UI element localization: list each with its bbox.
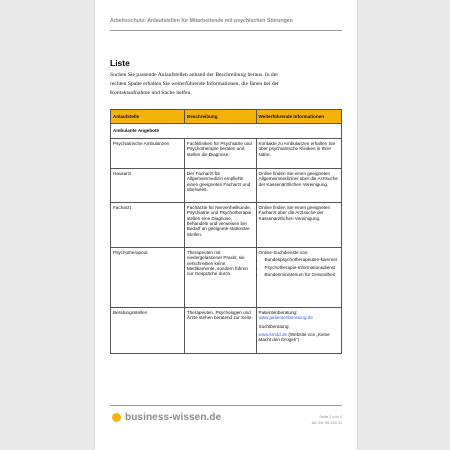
table-section-row [111, 124, 342, 138]
cell-beschreibung: Therapeuten, Psychologen und Ärzte stehen beratend zur Seite. [184, 307, 256, 353]
page-number: Seite 2 von 4 [319, 414, 342, 419]
cell-informationen [256, 307, 341, 353]
cell-anlaufstelle: Psychiatrische Ambulanzen [111, 138, 185, 168]
table-row [111, 138, 342, 168]
cell-informationen: Online finden Sie einen geeigneten Allgemeinmediziner über die Arztsuche der Kassenärztlichen Vereinigung. [256, 168, 341, 202]
table-row [111, 168, 342, 202]
column-header-anlaufstelle: Anlaufstelle [111, 110, 185, 124]
info-text-rest: (Website von „Keine Macht den Drogen“) [258, 332, 330, 343]
logo-dot-icon [112, 413, 121, 422]
list-item: • Bundesministerium für Gesundheit [265, 272, 339, 277]
cell-beschreibung: Therapeuten mit niedergelassener Praxis; sie verschreiben keine Medikamente, sondern führen nur Gespräche durch. [184, 247, 256, 307]
info-label: Patientenberatung: [258, 309, 298, 315]
column-header-beschreibung: Beschreibung [184, 110, 256, 124]
cell-anlaufstelle: Psychotherapeut [111, 247, 185, 307]
cell-beschreibung: Fachärzte für Nervenheilkunde, Psychiatrie und Psychotherapie stellen eine Diagnose, behandeln und verweisen bei Bedarf an geeignete stationäre Stellen. [184, 202, 256, 247]
info-label: Online-Suchdienste von: [258, 249, 309, 255]
cell-beschreibung: Fachkliniken für Psychiatrie und Psychotherapie beraten und stellen die Diagnose. [184, 138, 256, 168]
list-item: • Psychotherapie-Informationsdienst [265, 265, 339, 270]
contacts-table [110, 109, 342, 354]
header-rule [110, 30, 342, 31]
cell-informationen: Kontakte zu Ambulanzen erhalten Sie über psychiatrische Kliniken in Ihrer Nähe. [256, 138, 341, 168]
brand-logo [112, 412, 221, 423]
section-label: Ambulante Angebote [111, 124, 342, 138]
table-header-row [111, 110, 342, 124]
intro-line: rechten Spalte erhalten Sie weiterführende Informationen, die Ihnen bei der [110, 81, 279, 88]
column-header-informationen: Weiterführende Informationen [256, 110, 341, 124]
footer-rule [110, 405, 342, 406]
intro-line: Suchen Sie passende Anlaufstellen anhand der Beschreibung heraus. In der [110, 72, 279, 78]
list-item: • Bundespsychotherapeuten-kammer [265, 257, 339, 262]
info-label: Suchtberatung: [258, 323, 290, 329]
cell-informationen [256, 247, 341, 307]
document-page [95, 0, 357, 450]
cell-anlaufstelle: Hausarzt [111, 168, 185, 202]
table-row [111, 202, 342, 247]
kmdd-link[interactable]: www.kmdd.de [258, 332, 288, 338]
cell-informationen: Online finden Sie einen geeigneten Facharzt über die Arztsuche der Kassenärztlichen Vereinigung. [256, 202, 341, 247]
table-row [111, 247, 342, 307]
page-info [312, 414, 342, 426]
page-title: Liste [110, 58, 130, 68]
cell-anlaufstelle: Beratungsstellen [111, 307, 185, 353]
cell-beschreibung: Der Facharzt für Allgemeinmedizin empfiehlt einen geeigneten Facharzt und überweist. [184, 168, 256, 202]
intro-paragraph [110, 71, 335, 99]
brand-name: business-wissen.de [125, 412, 222, 423]
info-text [259, 332, 339, 343]
intro-line: Kontaktaufnahme und Suche helfen. [110, 90, 192, 97]
table-row [111, 307, 342, 353]
info-list [259, 257, 339, 277]
patientenberatung-link[interactable]: www.patientenberatung.de [258, 315, 313, 321]
document-header: Arbeitsschutz: Anlaufstellen für Mitarbeitende mit psychischen Störungen [110, 18, 293, 24]
cell-anlaufstelle: Facharzt [111, 202, 185, 247]
article-number: Art.-Nr. 99.240.11 [311, 420, 342, 425]
